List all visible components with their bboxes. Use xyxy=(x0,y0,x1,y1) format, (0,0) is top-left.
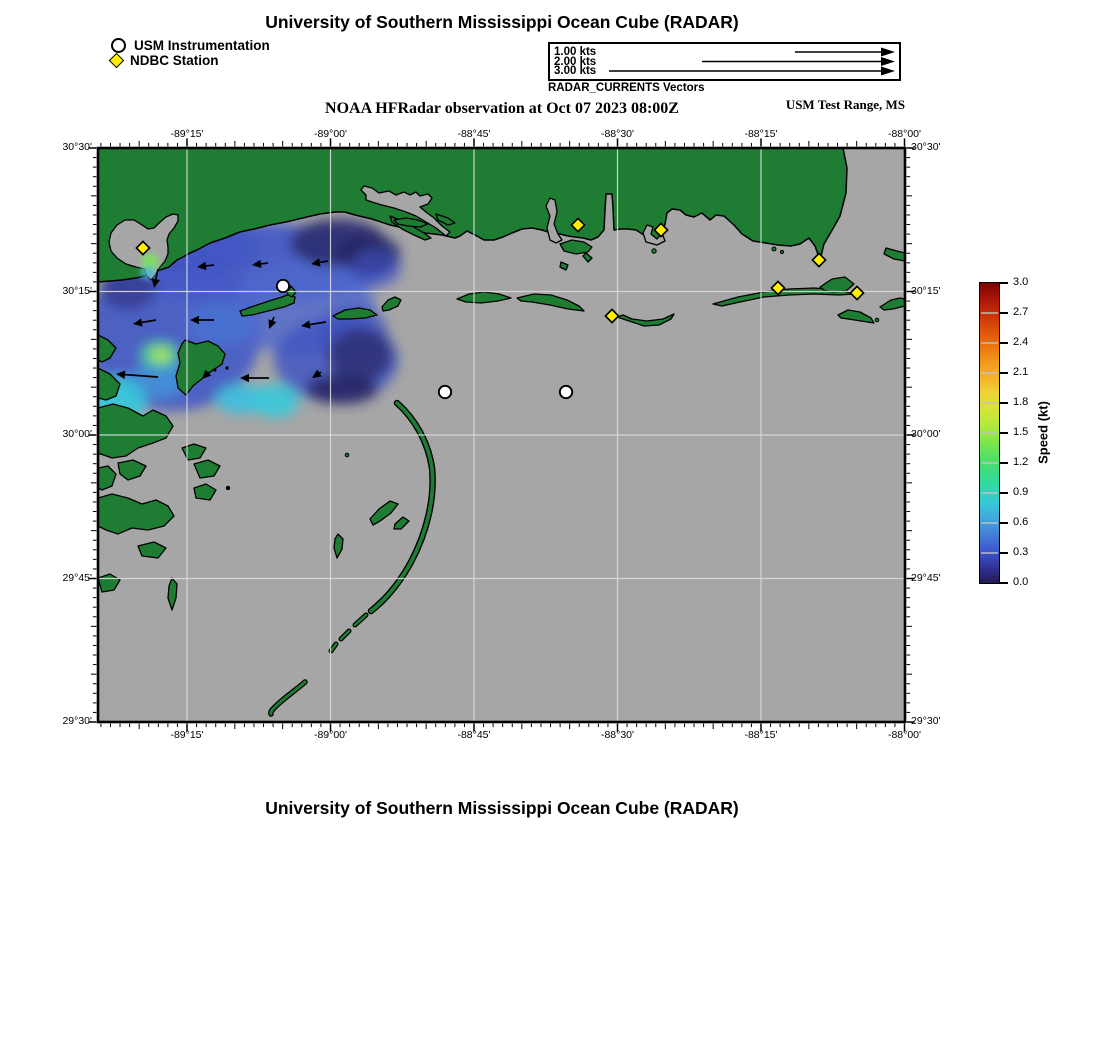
colorbar-gridline xyxy=(981,372,998,373)
colorbar-tick xyxy=(1000,522,1008,524)
colorbar-tick-label: 0.6 xyxy=(1013,516,1029,528)
colorbar-tick-label: 1.5 xyxy=(1013,426,1029,438)
lon-tick-label-bottom: -88°15' xyxy=(744,729,778,741)
lat-tick-label-right: 29°45' xyxy=(911,571,941,584)
legend-label-ndbc: NDBC Station xyxy=(130,52,219,68)
colorbar-tick xyxy=(1000,342,1008,344)
lon-tick-label-top: -89°15' xyxy=(170,128,204,140)
colorbar-tick xyxy=(1000,552,1008,554)
lat-tick-label-left: 30°00' xyxy=(62,428,92,440)
colorbar-label: Speed (kt) xyxy=(1035,401,1051,464)
lon-tick-label-bottom: -88°00' xyxy=(887,729,922,741)
vector-scale-2kt-label: 2.00 kts xyxy=(554,55,597,68)
colorbar-tick xyxy=(1000,492,1008,494)
legend-item-usm xyxy=(111,37,270,53)
lon-tick-label-top: -88°30' xyxy=(600,128,635,140)
colorbar-tick xyxy=(1000,372,1008,374)
colorbar-tick-label: 0.0 xyxy=(1013,576,1029,588)
colorbar-tick xyxy=(1000,312,1008,314)
colorbar-tick xyxy=(1000,432,1008,434)
colorbar-tick xyxy=(1000,402,1008,404)
lat-tick-label-left: 29°45' xyxy=(62,571,92,584)
usm-instrumentation-icon xyxy=(111,38,126,53)
lat-tick-label-left: 29°30' xyxy=(62,715,92,727)
observation-subtitle: NOAA HFRadar observation at Oct 07 2023 08:00Z xyxy=(325,100,679,117)
colorbar-tick-label: 2.4 xyxy=(1013,336,1029,348)
usm-station-marker xyxy=(439,386,451,398)
current-vector-dot xyxy=(213,368,216,371)
colorbar-gridline xyxy=(981,342,998,343)
usm-station-marker xyxy=(560,386,572,398)
colorbar-tick xyxy=(1000,462,1008,464)
colorbar-gridline xyxy=(981,312,998,313)
lat-tick-label-left: 30°30' xyxy=(62,141,92,153)
colorbar-gridline xyxy=(981,522,998,523)
colorbar-tick-label: 0.3 xyxy=(1013,546,1029,558)
lon-tick-label-bottom: -88°45' xyxy=(457,729,491,741)
scale-arrow xyxy=(702,57,895,66)
vector-scale-caption: RADAR_CURRENTS Vectors xyxy=(548,82,705,94)
colorbar-tick xyxy=(1000,582,1008,584)
lon-tick-label-top: -88°15' xyxy=(744,128,778,140)
lat-tick-label-right: 30°00' xyxy=(911,428,941,440)
colorbar-tick-label: 1.8 xyxy=(1013,396,1029,408)
figure-title-top: University of Southern Mississippi Ocean Cube (RADAR) xyxy=(265,12,739,32)
vector-scale-arrows xyxy=(550,44,899,79)
legend-label-usm: USM Instrumentation xyxy=(134,37,270,53)
scale-arrow xyxy=(609,67,895,76)
colorbar-tick-label: 2.7 xyxy=(1013,306,1029,318)
figure-title-bottom: University of Southern Mississippi Ocean Cube (RADAR) xyxy=(265,798,739,818)
usm-station-marker xyxy=(277,280,289,292)
colorbar-tick-label: 0.9 xyxy=(1013,486,1029,498)
lon-tick-label-top: -88°45' xyxy=(457,128,491,140)
lat-tick-label-left: 30°15' xyxy=(62,284,92,297)
lon-tick-label-bottom: -89°15' xyxy=(170,729,204,741)
colorbar-tick-label: 3.0 xyxy=(1013,276,1029,288)
colorbar-gridline xyxy=(981,462,998,463)
colorbar-gridline xyxy=(981,402,998,403)
lon-tick-label-top: -88°00' xyxy=(887,128,922,140)
ndbc-station-icon xyxy=(109,52,125,68)
vector-scale-3kt-label: 3.00 kts xyxy=(554,65,597,77)
current-vector-dot xyxy=(225,366,228,369)
colorbar-gridline xyxy=(981,432,998,433)
vector-scale-box xyxy=(548,42,901,81)
lat-tick-label-right: 29°30' xyxy=(911,715,941,727)
range-label: USM Test Range, MS xyxy=(785,97,905,112)
colorbar-tick-label: 2.1 xyxy=(1013,366,1029,378)
vector-scale-1kt-label: 1.00 kts xyxy=(554,46,597,58)
lon-tick-label-bottom: -89°00' xyxy=(313,729,348,741)
legend-item-ndbc xyxy=(111,52,219,68)
colorbar-gridline xyxy=(981,492,998,493)
lon-tick-label-bottom: -88°30' xyxy=(600,729,635,741)
colorbar-tick xyxy=(1000,282,1008,284)
colorbar-gridline xyxy=(981,552,998,553)
map-canvas xyxy=(86,136,917,734)
colorbar-tick-label: 1.2 xyxy=(1013,456,1029,468)
scale-arrow xyxy=(795,48,895,57)
lon-tick-label-top: -89°00' xyxy=(313,128,348,140)
lat-tick-label-right: 30°15' xyxy=(911,284,941,297)
lat-tick-label-right: 30°30' xyxy=(911,141,941,153)
